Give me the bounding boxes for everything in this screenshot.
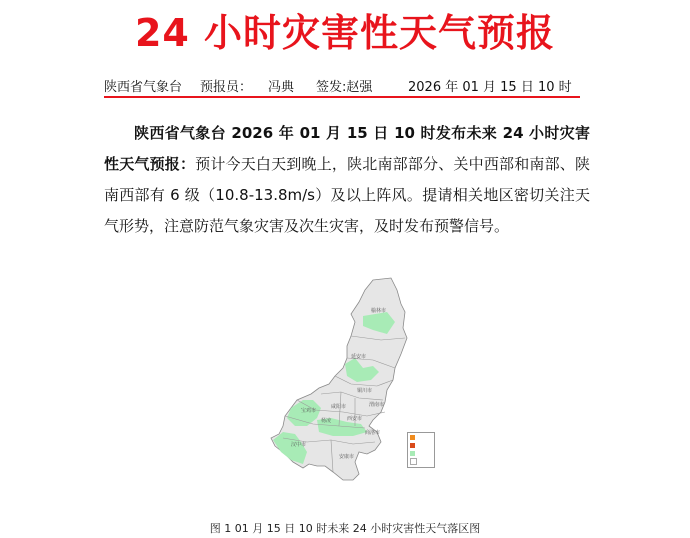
- legend-swatch-green: [410, 451, 415, 456]
- map-legend: [407, 432, 435, 468]
- forecast-paragraph: [104, 118, 590, 242]
- warning-map: [255, 276, 435, 516]
- city-label-yanan: 延安市: [351, 354, 367, 360]
- forecast-text: 预计今天白天到晚上，陕北南部部分、关中西部和南部、陕南西部有 6 级（10.8-13.8m/s）及以上阵风。提请相关地区密切关注天气形势，注意防范气象灾害及次生灾害，及时发布预警信号。: [104, 155, 590, 235]
- legend-row: [408, 450, 434, 457]
- legend-swatch-orange: [410, 435, 415, 440]
- agency-name: 陕西省气象台: [104, 80, 183, 95]
- report-title: 24 小时灾害性天气预报: [134, 11, 556, 55]
- legend-row: [408, 434, 434, 441]
- city-label-yangling: 杨凌: [321, 418, 332, 424]
- city-label-weinan: 渭南市: [369, 402, 385, 408]
- reporter-label: 预报员：: [200, 80, 253, 95]
- legend-row: [408, 442, 434, 449]
- issue-time: 2026 年 01 月 15 日 10 时: [408, 80, 572, 95]
- shaanxi-map-svg: [255, 276, 435, 516]
- city-label-hanzhong: 汉中市: [291, 442, 307, 448]
- legend-row: [408, 458, 434, 465]
- reporter-name: 冯典: [268, 80, 295, 95]
- city-label-xian: 西安市: [347, 416, 363, 422]
- city-label-tongchuan: 铜川市: [357, 388, 373, 394]
- forecast-lead: 陕西省气象台 2026 年 01 月 15 日 10 时发布未来 24 小时灾害性天气预报：: [104, 124, 590, 173]
- report-meta: [104, 76, 572, 95]
- approver: 签发:赵强: [316, 80, 373, 95]
- figure-caption: 图 1 01 月 15 日 10 时未来 24 小时灾害性天气落区图: [209, 522, 481, 535]
- city-label-xianyang: 咸阳市: [331, 404, 347, 410]
- header-divider: [104, 96, 580, 98]
- legend-swatch-red: [410, 443, 415, 448]
- city-label-shangluo: 商洛市: [365, 430, 381, 436]
- city-label-yulin: 榆林市: [371, 308, 387, 314]
- city-label-baoji: 宝鸡市: [301, 408, 317, 414]
- legend-swatch-white: [410, 458, 417, 465]
- city-label-ankang: 安康市: [339, 454, 355, 460]
